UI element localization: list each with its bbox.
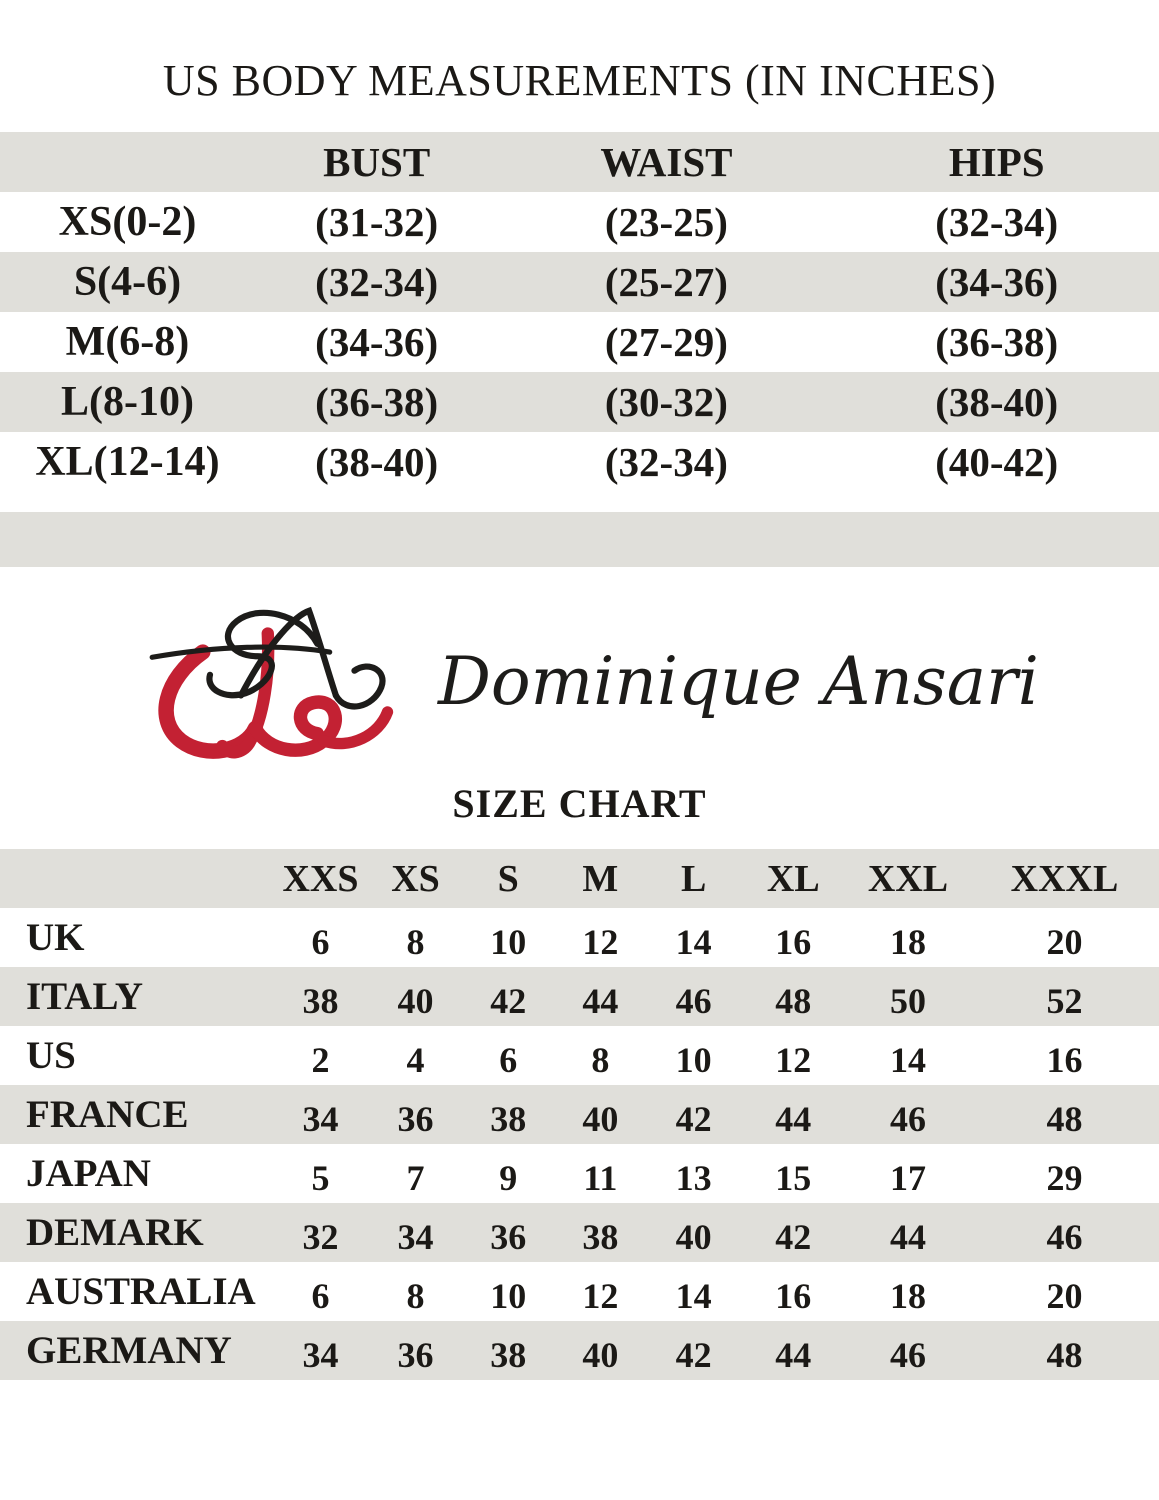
size-label: S(4-6) xyxy=(73,259,182,305)
size-value: 15 xyxy=(775,1157,812,1198)
size-value: 2 xyxy=(311,1039,330,1080)
size-value: 12 xyxy=(582,1275,619,1316)
hips-value: (32-34) xyxy=(935,199,1059,245)
hips-value: (36-38) xyxy=(935,319,1059,365)
table-row-us xyxy=(0,1026,1159,1085)
size-value: 36 xyxy=(490,1216,527,1257)
table-row-japan xyxy=(0,1144,1159,1203)
size-value: 36 xyxy=(397,1334,434,1375)
size-value: 46 xyxy=(890,1098,927,1139)
size-value: 11 xyxy=(583,1157,618,1198)
column-header-xxxl: XXXL xyxy=(1010,857,1119,900)
size-value: 16 xyxy=(1046,1039,1083,1080)
table-row-australia xyxy=(0,1262,1159,1321)
us-body-measurements-table xyxy=(0,132,1159,492)
measurements-header-row xyxy=(0,132,1159,192)
size-value: 8 xyxy=(591,1039,610,1080)
size-value: 29 xyxy=(1046,1157,1083,1198)
size-value: 6 xyxy=(311,921,330,962)
size-value: 10 xyxy=(675,1039,712,1080)
corner-cell xyxy=(0,132,255,192)
size-label: XS(0-2) xyxy=(58,199,197,245)
country-label: JAPAN xyxy=(26,1152,151,1195)
table-row-uk xyxy=(0,908,1159,967)
table-row xyxy=(0,432,1159,492)
size-value: 17 xyxy=(890,1157,927,1198)
bust-value: (31-32) xyxy=(315,199,439,245)
size-value: 4 xyxy=(406,1039,425,1080)
size-value: 42 xyxy=(675,1098,712,1139)
size-value: 44 xyxy=(775,1098,812,1139)
waist-value: (30-32) xyxy=(604,379,728,425)
size-chart-header-row xyxy=(0,849,1159,908)
country-label: AUSTRALIA xyxy=(26,1270,256,1313)
size-value: 48 xyxy=(775,980,812,1021)
column-header-s: S xyxy=(497,857,519,900)
size-value: 16 xyxy=(775,1275,812,1316)
brand-name: Dominique Ansari xyxy=(438,642,1039,720)
size-value: 48 xyxy=(1046,1098,1083,1139)
size-value: 14 xyxy=(890,1039,927,1080)
size-value: 50 xyxy=(890,980,927,1021)
size-value: 12 xyxy=(582,921,619,962)
size-value: 16 xyxy=(775,921,812,962)
size-value: 38 xyxy=(490,1098,527,1139)
brand-header xyxy=(0,595,1159,767)
size-value: 18 xyxy=(890,1275,927,1316)
column-header-bust: BUST xyxy=(323,139,431,185)
size-value: 44 xyxy=(890,1216,927,1257)
size-value: 40 xyxy=(582,1098,619,1139)
size-value: 12 xyxy=(775,1039,812,1080)
size-value: 40 xyxy=(582,1334,619,1375)
country-label: UK xyxy=(26,916,85,959)
waist-value: (25-27) xyxy=(604,259,728,305)
size-value: 34 xyxy=(302,1098,339,1139)
country-label: FRANCE xyxy=(26,1093,189,1136)
size-value: 40 xyxy=(675,1216,712,1257)
bust-value: (32-34) xyxy=(315,259,439,305)
size-value: 44 xyxy=(775,1334,812,1375)
size-value: 46 xyxy=(890,1334,927,1375)
size-value: 5 xyxy=(311,1157,330,1198)
waist-value: (32-34) xyxy=(604,439,728,485)
bust-value: (38-40) xyxy=(315,439,439,485)
size-value: 20 xyxy=(1046,921,1083,962)
country-label: GERMANY xyxy=(26,1329,232,1372)
corner-cell xyxy=(0,849,272,908)
waist-value: (23-25) xyxy=(604,199,728,245)
size-value: 42 xyxy=(775,1216,812,1257)
size-value: 38 xyxy=(490,1334,527,1375)
hips-value: (40-42) xyxy=(935,439,1059,485)
size-value: 18 xyxy=(890,921,927,962)
size-value: 42 xyxy=(490,980,527,1021)
size-value: 44 xyxy=(582,980,619,1021)
country-label: ITALY xyxy=(26,975,144,1018)
size-value: 10 xyxy=(490,921,527,962)
column-header-xxs: XXS xyxy=(282,857,359,900)
size-value: 46 xyxy=(675,980,712,1021)
size-value: 46 xyxy=(1046,1216,1083,1257)
size-value: 6 xyxy=(499,1039,518,1080)
size-value: 6 xyxy=(311,1275,330,1316)
size-value: 34 xyxy=(397,1216,434,1257)
bust-value: (36-38) xyxy=(315,379,439,425)
size-value: 40 xyxy=(397,980,434,1021)
hips-value: (38-40) xyxy=(935,379,1059,425)
size-value: 48 xyxy=(1046,1334,1083,1375)
size-value: 14 xyxy=(675,1275,712,1316)
table-row xyxy=(0,372,1159,432)
size-chart-title: SIZE CHART xyxy=(452,781,707,826)
bust-value: (34-36) xyxy=(315,319,439,365)
table-row xyxy=(0,312,1159,372)
size-value: 20 xyxy=(1046,1275,1083,1316)
size-value: 9 xyxy=(499,1157,518,1198)
column-header-m: M xyxy=(582,857,619,900)
column-header-waist: WAIST xyxy=(600,139,733,185)
table-row xyxy=(0,252,1159,312)
size-label: M(6-8) xyxy=(65,319,190,365)
column-header-xs: XS xyxy=(391,857,440,900)
size-value: 38 xyxy=(582,1216,619,1257)
international-size-chart-table xyxy=(0,849,1159,1380)
size-value: 34 xyxy=(302,1334,339,1375)
size-value: 8 xyxy=(406,1275,425,1316)
size-value: 52 xyxy=(1046,980,1083,1021)
hips-value: (34-36) xyxy=(935,259,1059,305)
table-row-italy xyxy=(0,967,1159,1026)
column-header-xl: XL xyxy=(766,857,820,900)
size-value: 7 xyxy=(406,1157,425,1198)
measurements-title: US BODY MEASUREMENTS (IN INCHES) xyxy=(162,56,997,105)
size-value: 32 xyxy=(302,1216,339,1257)
size-value: 13 xyxy=(675,1157,712,1198)
size-value: 8 xyxy=(406,921,425,962)
size-label: L(8-10) xyxy=(60,379,194,425)
brand-logo-icon xyxy=(146,597,404,765)
column-header-xxl: XXL xyxy=(867,857,949,900)
size-value: 36 xyxy=(397,1098,434,1139)
size-value: 10 xyxy=(490,1275,527,1316)
country-label: DEMARK xyxy=(26,1211,204,1254)
column-header-l: L xyxy=(680,857,707,900)
table-row-germany xyxy=(0,1321,1159,1380)
size-value: 42 xyxy=(675,1334,712,1375)
country-label: US xyxy=(26,1034,76,1077)
column-header-hips: HIPS xyxy=(948,139,1045,185)
divider-band xyxy=(0,512,1159,567)
waist-value: (27-29) xyxy=(604,319,728,365)
size-value: 14 xyxy=(675,921,712,962)
table-row xyxy=(0,192,1159,252)
size-value: 38 xyxy=(302,980,339,1021)
table-row-france xyxy=(0,1085,1159,1144)
table-row-demark xyxy=(0,1203,1159,1262)
size-label: XL(12-14) xyxy=(35,439,220,485)
